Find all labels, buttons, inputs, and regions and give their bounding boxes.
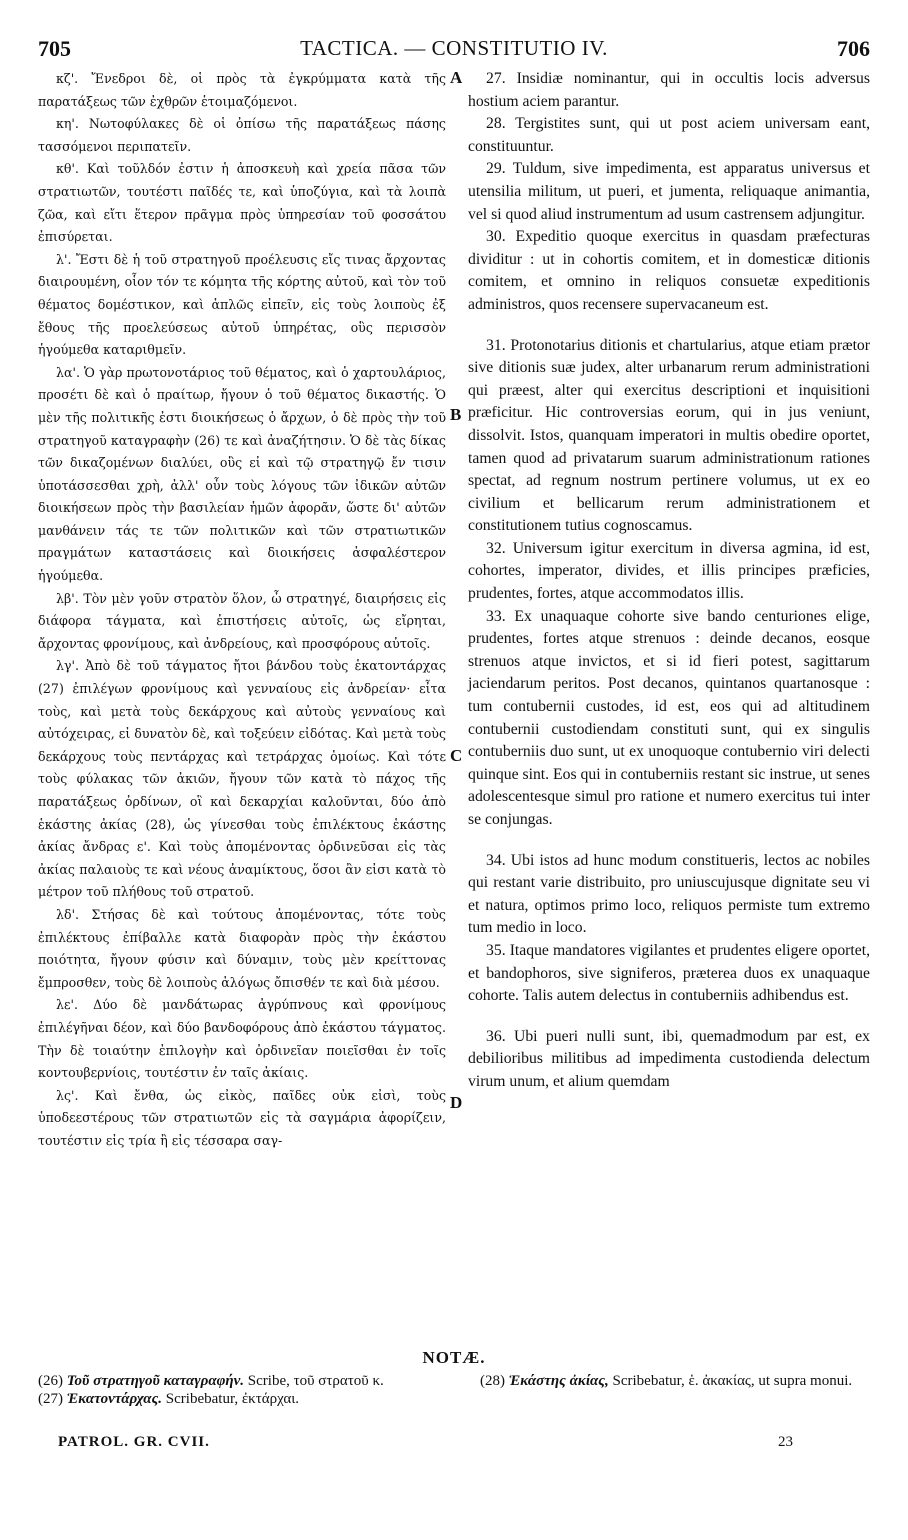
notes-title: NOTÆ. — [422, 1348, 486, 1367]
greek-paragraph-28: κη'. Νωτοφύλακες δὲ οἱ ὀπίσω τῆς παρατάξεως πάσης τασσόμενοι περιπατεῖν. — [38, 116, 446, 154]
note-number: (26) — [38, 1373, 63, 1389]
running-header — [0, 36, 908, 66]
note-number: (27) — [38, 1391, 63, 1408]
greek-paragraph-35: λε'. Δύο δὲ μανδάτωρας ἀγρύπνους καὶ φρονίμους ἐπιλέγῆναι δέον, καὶ δύο βανδοφόρους ἀπὸ ἑκάστου τάγματος. Τὴν δὲ τοιαύτην ἐπιλογὴν καὶ ὀρδινεῖαν ποιεῖσθαι ἐν τοῖς κοντουβερνίοις, τουτέστιν ἐν ταῖς ἀκίαις. — [38, 997, 446, 1081]
paragraph-gap — [468, 832, 870, 850]
latin-paragraph-31: 31. Protonotarius ditionis et chartularius, atque etiam prætor sive ditionis suæ judex, alter urbanarum rerum administrationi qui præest, alter qui exercitus descriptioni et inquisitioni præficitur. Hic controversias eorum, qui in jus veniunt, dissolvit. Istos, quanquam imperatori in multis obedire oportet, tamen quod ad privatarum suarum administrationum rationes spectat, ad regnum nostrum pertinere volumus, ut ex eo civilium et bellicarum rerum administrationem et constitutionem tutius cognoscamus. — [468, 336, 870, 535]
margin-letter-d: D — [450, 1093, 463, 1112]
greek-paragraph-30: λ'. Ἔστι δὲ ἡ τοῦ στρατηγοῦ προέλευσις εἴς τινας ἄρχοντας διαιρουμένη, οἷον τόν τε κόμητα τῆς κόρτης αὐτοῦ, καὶ τὸν τοῦ θέματος δομέστικον, καὶ ἁπλῶς εἰπεῖν, εἰς τοὺς λοιποὺς ἐξ ἔθους τῆς προελεύσεως αὐτοῦ ὑπηρέτας, οὓς περισσὸν ἡγούμεθα καταριθμεῖν. — [38, 251, 446, 358]
latin-paragraph-30: 30. Expeditio quoque exercitus in quasdam præfecturas dividitur : ut in cohortis comitem, et in domesticæ ditionis comitem, et omnino in reliquos consuetæ expeditionis administros, quos recensere supervacaneum est. — [468, 228, 870, 313]
greek-paragraph-27: κζ'. Ἔνεδροι δὲ, οἱ πρὸς τὰ ἐγκρύμματα κατὰ τῆς παρατάξεως τῶν ἐχθρῶν ἑτοιμαζόμενοι. — [38, 71, 446, 109]
greek-paragraph-31: λα'. Ὁ γὰρ πρωτονοτάριος τοῦ θέματος, καὶ ὁ χαρτουλάριος, προσέτι δὲ καὶ ὁ πραίτωρ, ἤγουν ὁ τοῦ θέματος δικαστής. Ὁ μὲν τῆς πολιτικῆς ἐστι διοικήσεως ὁ ἄρχων, ὁ δὲ πρὸς τὴν τοῦ στρατηγοῦ καταγραφὴν (26) τε καὶ ἀναζήτησιν. Ὁ δὲ τὰς δίκας τῶν δικαζομένων διαλύει, οὓς εἰ καὶ τῷ στρατηγῷ ἔν τισιν ὑποτάσσεσθαι χρὴ, ἀλλ' οὖν τοὺς λόγους τῶν ἰδικῶν αὐτῶν διοικήσεων πρὸς τὴν βασιλείαν ἡμῶν ἀφορᾶν, ὥστε δι' αὐτῶν μανθάνειν τάς τε τῶν πολιτικῶν καὶ τῶν στρατιωτικῶν πραγμάτων καταστάσεις καὶ διοικήσεις ἀσφαλέστερον ἡγούμεθα. — [38, 364, 446, 584]
note-28 — [480, 1372, 872, 1390]
latin-column — [468, 68, 870, 1094]
note-text: Scribe, τοῦ στρατοῦ κ. — [247, 1373, 384, 1389]
margin-letter-a: A — [450, 68, 463, 87]
footer-signature: 23 — [778, 1434, 793, 1450]
greek-paragraph-33: λγ'. Ἀπὸ δὲ τοῦ τάγματος ἤτοι βάνδου τοὺς ἑκατοντάρχας (27) ἐπιλέγων φρονίμους καὶ γενναίους εἰς ἀνδρείαν· εἶτα τοὺς, καὶ μετὰ τοὺς δεκάρχους καὶ αὐτοὺς γενναίους καὶ αὐτόχειρας, εἰ δυνατὸν δὲ, καὶ τοξεύειν εἰδότας. Καὶ μετὰ τοὺς δεκάρχους τοὺς πεντάρχας καὶ τετράρχας ὁμοίως. Καὶ τότε τοὺς φύλακας τῶν ἀκιῶν, ἤγουν τῶν κατὰ τὸ πάχος τῆς παρατάξεως ὀρδίνων, οἳ καὶ δεκαρχίαι καλοῦνται, δύο ἀπὸ ἑκάστης ἀκίας (28), ὡς γίνεσθαι τοὺς ἐπιλέκτους ἑκάστης ἀκίας ἄνδρας ε'. Καὶ τοὺς ἀπομένοντας ὀρδινεῦσαι εἰς τὰς ἀκίας παλαιοὺς τε καὶ νέους ἀναμίκτους, ὅσοι ἂν εἰσι κατὰ τὸ μέτρον τοῦ πλήθους τοῦ στρατοῦ. — [38, 658, 446, 900]
note-text: Scribebatur, ἑ. ἀκακίας, ut supra monui. — [612, 1373, 853, 1389]
note-lemma: Τοῦ στρατηγοῦ καταγραφήν. — [66, 1373, 245, 1389]
notes-left — [38, 1372, 458, 1409]
paragraph-gap — [468, 317, 870, 335]
note-lemma: Ἑκατοντάρχας. — [66, 1391, 163, 1408]
greek-paragraph-34: λδ'. Στήσας δὲ καὶ τούτους ἀπομένοντας, τότε τοὺς ἐπιλέκτους ἐπίβαλλε κατὰ διαφορὰν πρὸς τὴν ἑκάστου ποιότητα, ἤγουν φύσιν καὶ δύναμιν, τοὺς μὲν κρείττονας ἔμπροσθεν, τοὺς δὲ λοιποὺς ἀλόγως ὄπισθέν τε καὶ διὰ μέσου. — [38, 906, 446, 990]
greek-column — [38, 68, 446, 1153]
running-title: TACTICA. — CONSTITUTIO IV. — [300, 36, 608, 60]
latin-paragraph-28: 28. Tergistites sunt, qui ut post aciem universam eant, constituuntur. — [468, 115, 870, 155]
note-text: Scribebatur, ἐκτάρχαι. — [165, 1391, 300, 1408]
margin-letter-c: C — [450, 746, 463, 765]
latin-paragraph-29: 29. Tuldum, sive impedimenta, est apparatus universus et utensilia militum, ut pueri, et jumenta, reliquaque animantia, vel si quod aliud instrumentum ad usum castrensem adjungitur. — [468, 160, 870, 223]
note-27 — [38, 1390, 458, 1408]
paragraph-gap — [468, 1008, 870, 1026]
footer-volume: PATROL. GR. CVII. — [58, 1434, 210, 1450]
latin-paragraph-27: 27. Insidiæ nominantur, qui in occultis locis adversus hostium aciem parantur. — [468, 70, 870, 110]
latin-paragraph-35: 35. Itaque mandatores vigilantes et prudentes eligere oportet, et bandophoros, sive signiferos, præterea duos ex unaquaque cohorte. Talis autem delectus in contuberniis adhibendus est. — [468, 941, 870, 1005]
latin-paragraph-33: 33. Ex unaquaque cohorte sive bando centuriones elige, prudentes, fortes atque strenuos : deinde decanos, eosque strenuos atque invictos, et si id fieri potest, sagittarum jaciendarum peritos. Post decanos, quintanos quartanosque : tum contubernii custodes, id est, eos qui ad altitudinem contubernii custodiendam constituti sunt, qui ex singulis contuberniis duo sunt, ut ex unoquoque contubernio viri delecti quinque sint. Eos qui in contuberniis restant sic instrue, ut senes adolescentesque simul pro ratione et numero exercitus tui inter se conjungas. — [468, 607, 870, 828]
latin-paragraph-32: 32. Universum igitur exercitum in diversa agmina, id est, cohortes, imperator, divides, et illis principes præficies, prudentes, fortes, atque accommodatos illis. — [468, 539, 870, 603]
latin-paragraph-36: 36. Ubi pueri nulli sunt, ibi, quemadmodum par est, ex debilioribus militibus ad impedimenta custodienda delectum virum unum, et alium quemdam — [468, 1027, 870, 1090]
note-26 — [38, 1372, 458, 1390]
greek-paragraph-36: λς'. Καὶ ἔνθα, ὡς εἰκὸς, παῖδες οὐκ εἰσὶ, τοὺς ὑποδεεστέρους τῶν στρατιωτῶν εἰς τὰ σαγμάρια ἀφορίζειν, τουτέστιν εἰς τρία ἢ εἰς τέσσαρα σαγ- — [38, 1087, 446, 1148]
greek-paragraph-32: λβ'. Τὸν μὲν γοῦν στρατὸν ὅλον, ὦ στρατηγέ, διαιρήσεις εἰς διάφορα τάγματα, καὶ ἐπιστήσεις αὐτοῖς, ὡς εἴρηται, ἄρχοντας φρονίμους, καὶ ἀνδρείους, καὶ προσφόρους αὐτοῖς. — [38, 590, 446, 651]
note-lemma: Ἑκάστης ἀκίας, — [508, 1373, 609, 1389]
margin-letter-b: B — [450, 405, 462, 424]
notes-right — [480, 1372, 872, 1390]
page-number-right: 706 — [837, 36, 870, 61]
page-number-left: 705 — [38, 36, 71, 61]
note-number: (28) — [480, 1373, 505, 1389]
greek-paragraph-29: κθ'. Καὶ τοῦλδόν ἐστιν ἡ ἀποσκευὴ καὶ χρεία πᾶσα τῶν στρατιωτῶν, τουτέστι παῖδές τε, καὶ ὑποζύγια, καὶ τὰ λοιπὰ ζῶα, καὶ εἴτι ἕτερον πρᾶγμα πρὸς ὑπηρεσίαν τοῦ φοσσάτου ἐπισύρεται. — [38, 161, 446, 245]
latin-paragraph-34: 34. Ubi istos ad hunc modum constitueris, lectos ac nobiles qui restant varie distribuito, pro uniuscujusque dignitate seu vi et natura, optimos primo loco, reliquos permiste tum extremo tum medio in loco. — [468, 851, 870, 937]
